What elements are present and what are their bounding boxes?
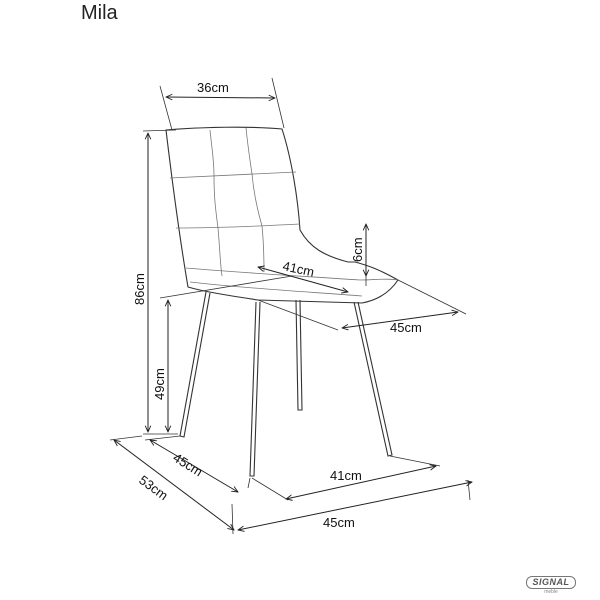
label-legs-depth: 45cm [170,449,206,480]
dim-total-depth [110,436,234,534]
dim-seat-width [258,258,348,292]
dim-seat-height [152,276,292,432]
logo-sub-text: meble [544,588,558,595]
dim-seat-depth-top [258,280,466,335]
chair-outline [166,127,398,476]
label-total-width: 45cm [323,515,355,530]
dim-backrest-width [160,78,284,130]
label-seat-height: 49cm [152,368,167,400]
dim-total-width [238,480,472,530]
brand-logo [516,576,586,594]
label-total-depth: 53cm [136,472,171,504]
label-seat-depth-top: 45cm [390,320,422,335]
label-backrest-width: 36cm [197,80,229,95]
label-total-height: 86cm [132,273,147,305]
product-title: Mila [81,2,118,24]
dim-legs-width [252,456,440,500]
logo-main-text: SIGNAL [526,576,575,589]
label-legs-width: 41cm [330,468,362,483]
label-seat-cushion: 6cm [350,237,365,262]
label-seat-width: 41cm [281,258,316,280]
dim-seat-cushion [350,224,366,286]
